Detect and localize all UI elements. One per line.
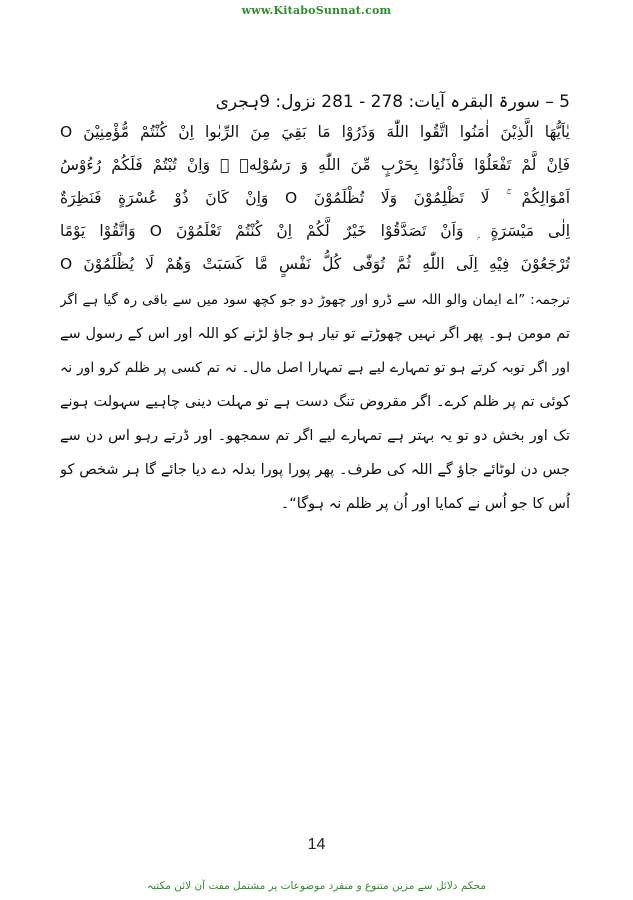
verse-line: يٰاَيُّهَا الَّذِيْنَ اٰمَنُوا اتَّقُوا اللّٰهَ وَذَرُوْا مَا بَقِيَ مِنَ الرِّبٰوا اِنْ كُنْتُمْ مُّؤْمِنِيْنَ O	[60, 123, 570, 141]
page-number: 14	[307, 836, 326, 853]
verse-line: اَمْوَالِكُمْ ۚ لَا تَظْلِمُوْنَ وَلَا تُظْلَمُوْنَ O وَاِنْ كَانَ ذُوْ عُسْرَةٍ فَنَظِرَةٌ	[60, 189, 570, 207]
translation-line: تم مومن ہو۔ پھر اگر نہیں چھوڑتے تو تیار ہو جاؤ لڑنے کو اللہ اور اس کے رسول سے	[60, 326, 570, 342]
library-promo-footer: محکم دلائل سے مزین متنوع و منفرد موضوعات پر مشتمل مفت آن لائن مکتبہ	[146, 880, 487, 892]
translation-line: کوئی تم پر ظلم کرے۔ اگر مقروض تنگ دست ہے تو مہلت دینی چاہیے سہولت ہونے	[60, 394, 570, 410]
page-content	[60, 92, 570, 521]
verse-line: تُرْجَعُوْنَ فِيْهِ اِلَى اللّٰهِ ثُمَّ تُوَفّٰى كُلُّ نَفْسٍ مَّا كَسَبَتْ وَهُمْ لَا يُظْلَمُوْنَ O	[60, 255, 570, 273]
translation-line: جس دن لوٹائے جاؤ گے اللہ کی طرف۔ پھر پورا پورا بدلہ دے دیا جائے گا ہر شخص کو	[60, 462, 570, 478]
verse-line: اِلٰى مَيْسَرَةٍ ۭ وَاَنْ تَصَدَّقُوْا خَيْرٌ لَّكُمْ اِنْ كُنْتُمْ تَعْلَمُوْنَ O وَاتَّقُوْا يَوْمًا	[60, 222, 570, 240]
translation-line: اور اگر توبہ کرتے ہو تو تمہارے لیے ہے تمہارا اصل مال۔ نہ تم کسی پر ظلم کرو اور نہ	[60, 360, 570, 376]
urdu-translation	[60, 283, 570, 521]
translation-line: اُس کا جو اُس نے کمایا اور اُن پر ظلم نہ ہوگا“۔	[280, 496, 570, 512]
verse-line: فَاِنْ لَّمْ تَفْعَلُوْا فَاْذَنُوْا بِحَرْبٍ مِّنَ اللّٰهِ وَ رَسُوْلِهٖ ۚ وَاِنْ تُبْتُمْ فَلَكُمْ رُءُوْسُ	[60, 156, 570, 174]
translation-line: تک اور بخش دو تو یہ بہتر ہے تمہارے لیے اگر تم سمجھو۔ اور ڈرتے رہو اس دن سے	[60, 428, 570, 444]
quran-verses	[60, 116, 570, 281]
website-url-header: www.KitaboSunnat.com	[241, 4, 392, 17]
translation-line: ترجمہ: ”اے ایمان والو اللہ سے ڈرو اور چھوڑ دو جو کچھ سود میں سے باقی رہ گیا ہے اگر	[60, 292, 570, 308]
surah-heading: 5 – سورۃ البقرہ آیات: 278 - 281 نزول: 9ہجری	[215, 92, 570, 112]
